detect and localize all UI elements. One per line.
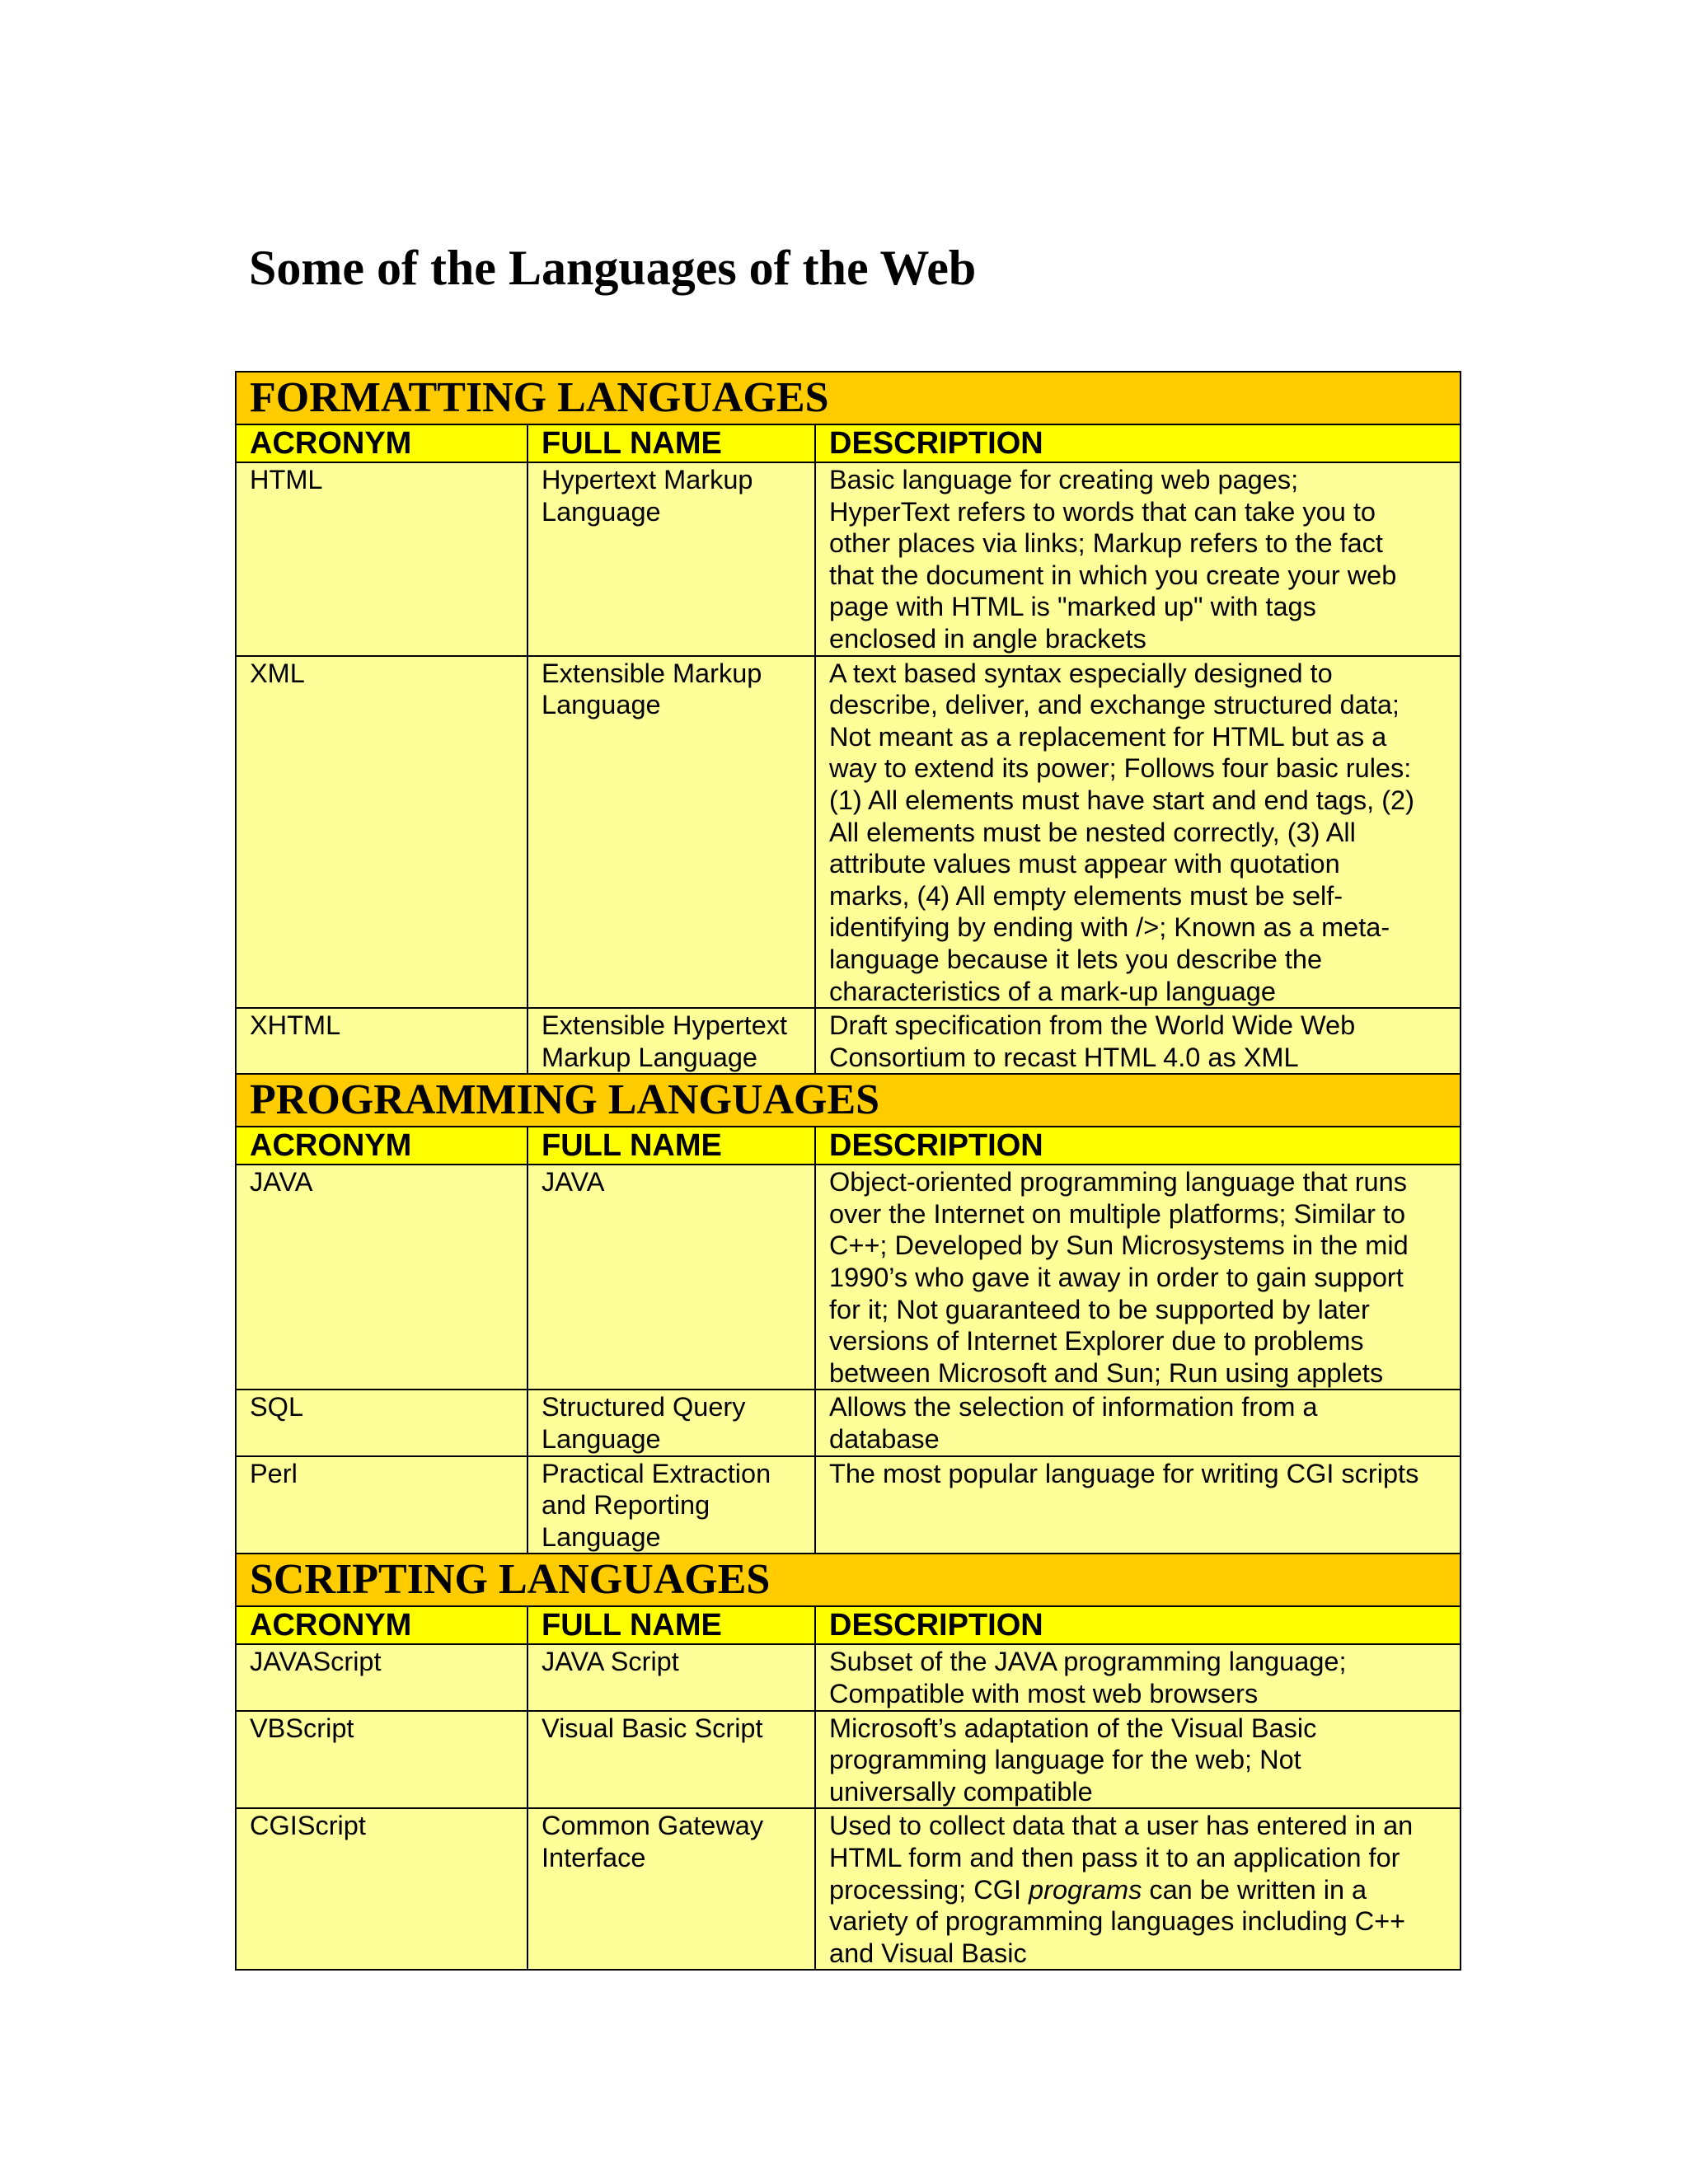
full-name-line: Markup Language — [542, 1042, 757, 1072]
description-line: way to extend its power; Follows four basic rules: — [829, 753, 1412, 784]
full-name-line: JAVA Script — [542, 1647, 679, 1677]
description-line: All elements must be nested correctly, (3) All — [829, 817, 1356, 847]
description-line: Microsoft’s adaptation of the Visual Basic — [829, 1713, 1317, 1743]
table-row — [236, 1165, 1461, 1390]
description-line: over the Internet on multiple platforms; Similar to — [829, 1198, 1406, 1229]
full-name-cell — [528, 1456, 815, 1554]
acronym-cell: JAVAScript — [236, 1644, 528, 1710]
column-header-full-name: FULL NAME — [528, 1606, 815, 1644]
description-line: versions of Internet Explorer due to problems — [829, 1326, 1364, 1357]
description-line: 1990’s who gave it away in order to gain support — [829, 1263, 1404, 1293]
table-row — [236, 1644, 1461, 1710]
full-name-cell — [528, 462, 815, 656]
full-name-cell — [528, 656, 815, 1009]
description-cell — [815, 1165, 1461, 1390]
description-line: and Visual Basic — [829, 1938, 1027, 1968]
column-header-full-name: FULL NAME — [528, 1127, 815, 1165]
description-cell — [815, 462, 1461, 656]
description-line: Draft specification from the World Wide Web — [829, 1010, 1356, 1041]
full-name-line: Practical Extraction — [542, 1458, 771, 1488]
description-text: can be written in a — [1142, 1874, 1367, 1905]
description-line: other places via links; Markup refers to the fact — [829, 528, 1383, 559]
description-line: HTML form and then pass it to an application for — [829, 1842, 1400, 1872]
table-row — [236, 462, 1461, 656]
section-heading-formatting: FORMATTING LANGUAGES — [236, 372, 1461, 424]
table-row — [236, 1808, 1461, 1970]
description-line: attribute values must appear with quotation — [829, 849, 1340, 879]
description-line: for it; Not guaranteed to be supported by later — [829, 1294, 1370, 1324]
acronym-cell: VBScript — [236, 1711, 528, 1809]
description-line: identifying by ending with />; Known as a meta- — [829, 912, 1390, 943]
full-name-line: JAVA — [542, 1167, 605, 1197]
description-line: variety of programming languages including C++ — [829, 1906, 1406, 1937]
description-line: HyperText refers to words that can take you to — [829, 496, 1376, 527]
description-line: between Microsoft and Sun; Run using applets — [829, 1357, 1384, 1388]
description-line: Consortium to recast HTML 4.0 as XML — [829, 1042, 1299, 1072]
table-row — [236, 1390, 1461, 1455]
full-name-cell — [528, 1644, 815, 1710]
description-cell — [815, 1711, 1461, 1809]
full-name-line: and Reporting — [542, 1490, 710, 1521]
full-name-cell — [528, 1165, 815, 1390]
description-cell — [815, 1808, 1461, 1970]
description-line: Not meant as a replacement for HTML but as a — [829, 721, 1387, 752]
full-name-line: Language — [542, 1521, 661, 1552]
section-heading-row — [236, 1074, 1461, 1127]
section-heading-programming: PROGRAMMING LANGUAGES — [236, 1074, 1461, 1127]
full-name-line: Language — [542, 496, 661, 527]
full-name-line: Visual Basic Script — [542, 1713, 763, 1743]
column-header-row — [236, 424, 1461, 462]
description-text: processing; CGI — [829, 1874, 1029, 1905]
column-header-description: DESCRIPTION — [815, 1127, 1461, 1165]
description-line: Used to collect data that a user has entered in an — [829, 1811, 1414, 1841]
description-line: A text based syntax especially designed to — [829, 658, 1333, 688]
full-name-line: Language — [542, 690, 661, 720]
table-row — [236, 1456, 1461, 1554]
description-line: programming language for the web; Not — [829, 1745, 1301, 1775]
description-line: database — [829, 1424, 940, 1455]
full-name-line: Common Gateway — [542, 1811, 764, 1841]
column-header-acronym: ACRONYM — [236, 424, 528, 462]
section-heading-row — [236, 1554, 1461, 1606]
column-header-full-name: FULL NAME — [528, 424, 815, 462]
column-header-acronym: ACRONYM — [236, 1127, 528, 1165]
full-name-line: Interface — [542, 1842, 646, 1872]
acronym-cell: Perl — [236, 1456, 528, 1554]
full-name-line: Language — [542, 1424, 661, 1455]
full-name-cell — [528, 1390, 815, 1455]
description-cell — [815, 1644, 1461, 1710]
full-name-line: Hypertext Markup — [542, 465, 753, 494]
description-line: (1) All elements must have start and end tags, (2) — [829, 785, 1414, 815]
description-line: marks, (4) All empty elements must be self- — [829, 880, 1343, 911]
column-header-description: DESCRIPTION — [815, 424, 1461, 462]
description-cell — [815, 656, 1461, 1009]
table-row — [236, 656, 1461, 1009]
column-header-description: DESCRIPTION — [815, 1606, 1461, 1644]
full-name-cell — [528, 1008, 815, 1074]
full-name-line: Extensible Markup — [542, 658, 762, 688]
acronym-cell: JAVA — [236, 1165, 528, 1390]
description-emphasis: programs — [1029, 1874, 1142, 1905]
description-line: characteristics of a mark-up language — [829, 976, 1276, 1006]
section-heading-scripting: SCRIPTING LANGUAGES — [236, 1554, 1461, 1606]
description-cell — [815, 1390, 1461, 1455]
description-line: page with HTML is "marked up" with tags — [829, 592, 1316, 622]
description-cell — [815, 1008, 1461, 1074]
page-title: Some of the Languages of the Web — [249, 241, 977, 295]
full-name-line: Structured Query — [542, 1392, 746, 1422]
description-line: that the document in which you create your web — [829, 560, 1397, 590]
description-line: C++; Developed by Sun Microsystems in the mid — [829, 1230, 1409, 1261]
description-line: Basic language for creating web pages; — [829, 465, 1299, 494]
acronym-cell: HTML — [236, 462, 528, 656]
description-line: universally compatible — [829, 1776, 1093, 1807]
full-name-cell — [528, 1808, 815, 1970]
acronym-cell: CGIScript — [236, 1808, 528, 1970]
description-line: enclosed in angle brackets — [829, 623, 1146, 654]
description-line: The most popular language for writing CGI scripts — [829, 1458, 1419, 1488]
acronym-cell: XML — [236, 656, 528, 1009]
column-header-acronym: ACRONYM — [236, 1606, 528, 1644]
acronym-cell: XHTML — [236, 1008, 528, 1074]
acronym-cell: SQL — [236, 1390, 528, 1455]
languages-table — [235, 371, 1461, 1971]
description-line: Object-oriented programming language that runs — [829, 1167, 1407, 1197]
full-name-line: Extensible Hypertext — [542, 1010, 788, 1041]
description-line: Allows the selection of information from a — [829, 1392, 1318, 1422]
section-heading-row — [236, 372, 1461, 424]
column-header-row — [236, 1127, 1461, 1165]
description-line — [829, 1874, 1447, 1906]
description-cell — [815, 1456, 1461, 1554]
column-header-row — [236, 1606, 1461, 1644]
description-line: Compatible with most web browsers — [829, 1679, 1259, 1708]
description-line: Subset of the JAVA programming language; — [829, 1647, 1347, 1677]
full-name-cell — [528, 1711, 815, 1809]
description-line: language because it lets you describe the — [829, 944, 1323, 974]
description-line: describe, deliver, and exchange structured data; — [829, 690, 1400, 720]
table-row — [236, 1711, 1461, 1809]
table-row — [236, 1008, 1461, 1074]
